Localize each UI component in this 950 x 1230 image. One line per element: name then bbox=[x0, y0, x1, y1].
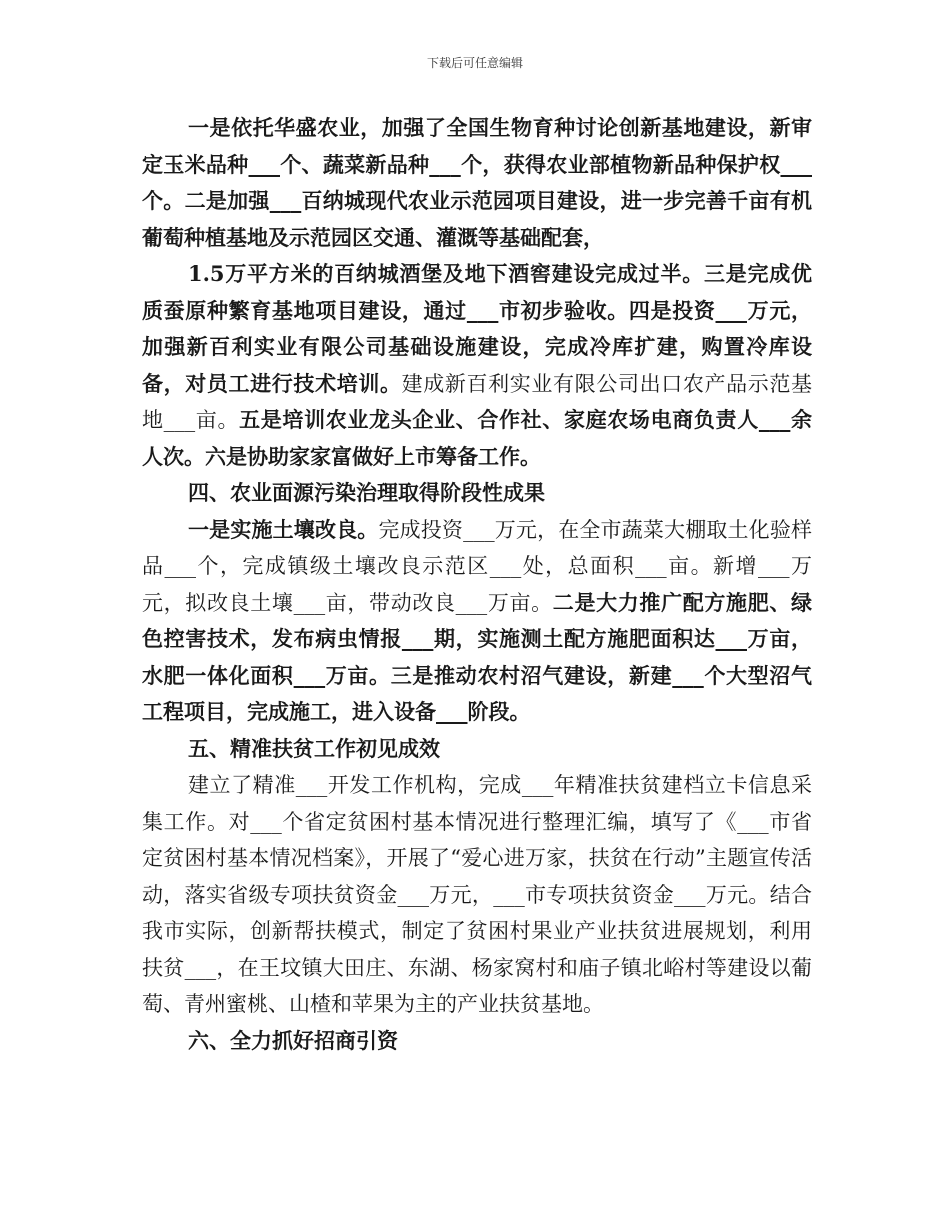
paragraph-poverty-alleviation: 建立了精准___开发工作机构，完成___年精准扶贫建档立卡信息采集工作。对___个省定贫困村基本情况进行整理汇编，填写了《___市省定贫困村基本情况档案》，开展了“爱心进万家，扶贫在行动”主题宣传活动，落实省级专项扶贫资金___万元，___市专项扶贫资金___万元。结合我市实际，创新帮扶模式，制定了贫困村果业产业扶贫进展规划，利用扶贫___，在王坟镇大田庄、东湖、杨家窝村和庙子镇北峪村等建设以葡萄、青州蜜桃、山楂和苹果为主的产业扶贫基地。 bbox=[142, 773, 812, 1016]
paragraph-text-bold: 二是大力推广配方施肥、绿色控害技术，发布病虫情报___期，实施测土配方施肥面积达___万亩，水肥一体化面积___万亩。三是推动农村沼气建设，新建___个大型沼气工程项目，完成施工，进入设备___阶段。 bbox=[142, 589, 813, 724]
paragraph-text-bold: 五是培训农业龙头企业、合作社、家庭农场电商负责人___余人次。六是协助家家富做好上市筹备工作。 bbox=[142, 407, 813, 469]
section-heading-poverty: 五、精准扶贫工作初见成效 bbox=[188, 735, 440, 761]
document-body bbox=[142, 110, 812, 1059]
page-header: 下载后可任意编辑 bbox=[426, 56, 523, 70]
paragraph-text-normal: 建成新百利实业有限公司出口农产品示范基地___亩。 bbox=[142, 371, 813, 432]
section-heading-pollution: 四、农业面源污染治理取得阶段性成果 bbox=[188, 480, 545, 505]
paragraph-soil-improvement bbox=[142, 512, 812, 731]
paragraph-text-bold: 一是实施土壤改良。 bbox=[188, 516, 379, 542]
paragraph-winery-projects bbox=[142, 256, 812, 475]
paragraph-text-bold: 1.5万平方米的百纳城酒堡及地下酒窖建设完成过半。三是完成优质蚕原种繁育基地项目建设，通过___市初步验收。四是投资___万元，加强新百利实业有限公司基础设施建设，完成冷库扩建，购置冷库设备，对员工进行技术培训。 bbox=[142, 261, 812, 396]
paragraph-text-normal: 完成投资___万元，在全市蔬菜大棚取土化验样品___个，完成镇级土壤改良示范区___处，总面积___亩。新增___万元，拟改良土壤___亩，带动改良___万亩。 bbox=[142, 517, 813, 615]
paragraph-agri-innovation: 一是依托华盛农业，加强了全国生物育种讨论创新基地建设，新审定玉米品种___个、蔬菜新品种___个，获得农业部植物新品种保护权___个。二是加强___百纳城现代农业示范园项目建设，进一步完善千亩有机葡萄种植基地及示范园区交通、灌溉等基础配套， bbox=[142, 115, 812, 250]
section-heading-investment: 六、全力抓好招商引资 bbox=[188, 1027, 398, 1053]
